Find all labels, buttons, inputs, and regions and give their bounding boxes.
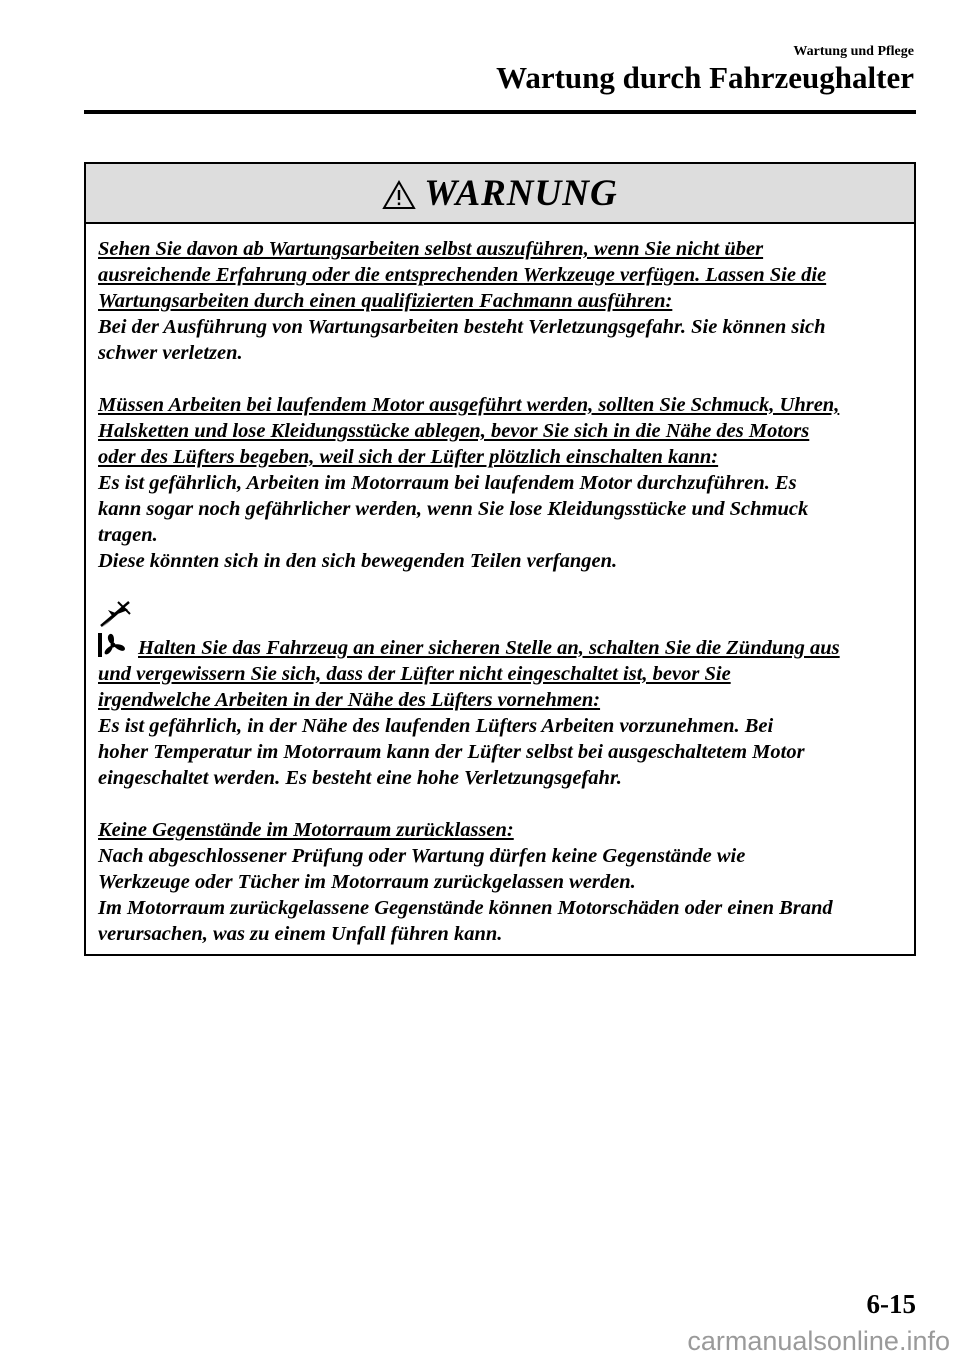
body-line: Bei der Ausführung von Wartungsarbeiten besteht Verletzungsgefahr. Sie können sich	[98, 316, 826, 338]
watermark: carmanualsonline.info	[687, 1326, 950, 1356]
body-line: hoher Temperatur im Motorraum kann der Lüfter selbst bei ausgeschaltetem Motor	[98, 741, 805, 763]
warning-paragraph	[98, 817, 904, 947]
warning-paragraph	[98, 600, 904, 791]
underlined-line: Sehen Sie davon ab Wartungsarbeiten selbst auszuführen, wenn Sie nicht über	[98, 238, 764, 260]
underlined-line: irgendwelche Arbeiten in der Nähe des Lüfters vornehmen:	[98, 689, 601, 711]
page-title: Wartung durch Fahrzeughalter	[496, 60, 914, 95]
warning-triangle-icon	[382, 180, 416, 210]
underlined-line: Keine Gegenstände im Motorraum zurücklassen:	[98, 819, 514, 841]
header-divider	[84, 110, 916, 114]
underlined-line: oder des Lüfters begeben, weil sich der Lüfter plötzlich einschalten kann:	[98, 446, 719, 468]
body-line: eingeschaltet werden. Es besteht eine hohe Verletzungsgefahr.	[98, 767, 622, 789]
underlined-line: Halsketten und lose Kleidungsstücke ablegen, bevor Sie sich in die Nähe des Motors	[98, 420, 810, 442]
underlined-line: Müssen Arbeiten bei laufendem Motor ausgeführt werden, sollten Sie Schmuck, Uhren,	[98, 394, 840, 416]
body-line: verursachen, was zu einem Unfall führen kann.	[98, 923, 503, 945]
warning-body	[86, 224, 914, 947]
underlined-line: ausreichende Erfahrung oder die entsprechenden Werkzeuge verfügen. Lassen Sie die	[98, 264, 827, 286]
underlined-line	[98, 633, 904, 661]
underlined-text: Halten Sie das Fahrzeug an einer sicheren Stelle an, schalten Sie die Zündung aus	[138, 637, 840, 659]
warning-box	[84, 162, 916, 956]
underlined-line: Wartungsarbeiten durch einen qualifizierten Fachmann ausführen:	[98, 290, 673, 312]
warning-title: WARNUNG	[424, 172, 618, 214]
fan-crossed-icon	[98, 600, 132, 630]
body-line: kann sogar noch gefährlicher werden, wenn Sie lose Kleidungsstücke und Schmuck	[98, 498, 809, 520]
body-line: Im Motorraum zurückgelassene Gegenstände können Motorschäden oder einen Brand	[98, 897, 833, 919]
body-line: schwer verletzen.	[98, 342, 243, 364]
body-line: Werkzeuge oder Tücher im Motorraum zurückgelassen werden.	[98, 871, 636, 893]
section-heading: Wartung und Pflege	[793, 44, 914, 59]
body-line: Nach abgeschlossener Prüfung oder Wartung dürfen keine Gegenstände wie	[98, 845, 746, 867]
body-line: Es ist gefährlich, Arbeiten im Motorraum bei laufendem Motor durchzuführen. Es	[98, 472, 797, 494]
warning-header	[86, 164, 914, 224]
body-line: Es ist gefährlich, in der Nähe des laufenden Lüfters Arbeiten vorzunehmen. Bei	[98, 715, 774, 737]
fan-icon	[98, 633, 128, 657]
warning-paragraph	[98, 236, 904, 366]
body-line: Diese könnten sich in den sich bewegenden Teilen verfangen.	[98, 550, 618, 572]
page-number: 6-15	[866, 1289, 916, 1319]
underlined-line: und vergewissern Sie sich, dass der Lüfter nicht eingeschaltet ist, bevor Sie	[98, 663, 731, 685]
warning-paragraph	[98, 392, 904, 574]
body-line: tragen.	[98, 524, 158, 546]
